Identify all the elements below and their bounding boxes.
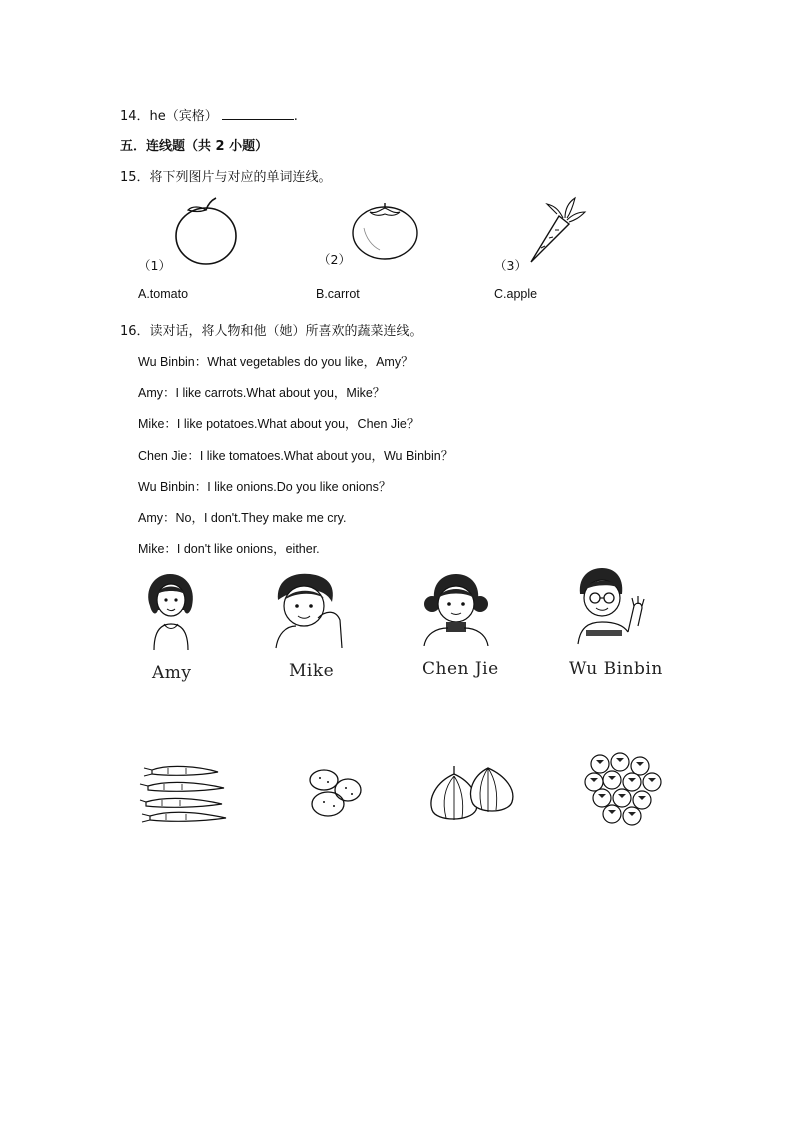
picture-number-1: （1） [138,258,171,273]
question-14-end: . [293,109,298,124]
carrot-icon [525,196,587,266]
potatoes-icon [306,766,364,822]
carrots-icon [138,760,230,830]
onions-icon [426,764,516,826]
girl-amy-icon [140,570,202,652]
person-name-chen-jie: Chen Jie [422,659,499,679]
dialogue-line: Chen Jie：I like tomatoes.What about you，Wu Binbin？ [138,449,454,463]
tomatoes-icon [582,752,664,830]
boy-wu-binbin-icon [572,566,652,646]
option-c: C.apple [494,287,538,301]
answer-blank[interactable] [222,107,294,120]
dialogue-line: Amy：No，I don't.They make me cry. [138,511,347,525]
person-name-mike: Mike [289,661,335,681]
dialogue-line: Wu Binbin：I like onions.Do you like onions？ [138,480,392,494]
section-title: 五．连线题（共 2 小题） [120,139,269,154]
option-b: B.carrot [316,287,360,301]
dialogue-line: Wu Binbin：What vegetables do you like，Amy？ [138,355,414,369]
apple-icon [170,196,242,268]
dialogue-line: Amy：I like carrots.What about you，Mike？ [138,386,386,400]
dialogue-line: Mike：I like potatoes.What about you，Chen Jie？ [138,417,420,431]
girl-chen-jie-icon [418,570,494,646]
question-14-text: 14．he（宾格） [120,109,218,124]
question-14 [120,105,298,124]
boy-mike-icon [270,570,350,650]
question-15-title: 15．将下列图片与对应的单词连线。 [120,170,332,185]
person-name-amy: Amy [152,663,192,683]
person-name-wu-binbin: Wu Binbin [569,659,663,679]
option-a: A.tomato [138,287,189,301]
picture-number-3: （3） [494,258,527,273]
dialogue-line: Mike：I don't like onions，either. [138,542,320,556]
picture-number-2: （2） [318,252,351,267]
question-16-title: 16．读对话，将人物和他（她）所喜欢的蔬菜连线。 [120,324,423,339]
tomato-icon [350,200,420,262]
